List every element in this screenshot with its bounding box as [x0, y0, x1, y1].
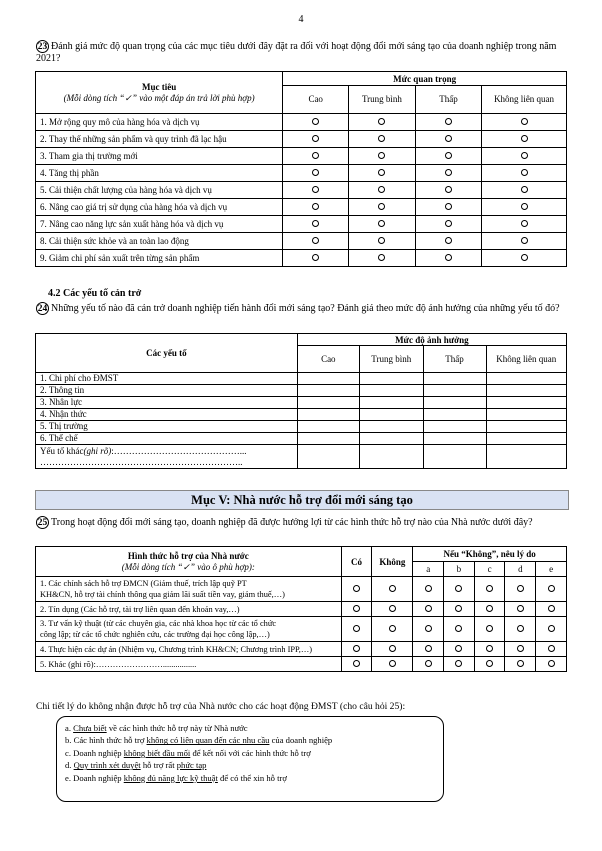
radio-circle[interactable]: [521, 118, 528, 125]
importance-option[interactable]: [349, 148, 416, 165]
radio-circle[interactable]: [378, 237, 385, 244]
reason-option[interactable]: [413, 617, 444, 642]
radio-circle[interactable]: [378, 203, 385, 210]
radio-circle[interactable]: [312, 152, 319, 159]
radio-circle[interactable]: [445, 186, 452, 193]
reasons-detail-box: [56, 716, 444, 802]
reason-option[interactable]: [505, 642, 536, 657]
radio-circle[interactable]: [353, 625, 360, 632]
reason-option[interactable]: [444, 657, 475, 672]
impact-cell[interactable]: [297, 433, 359, 445]
importance-option[interactable]: [415, 114, 481, 131]
factor-label: 4. Nhận thức: [36, 409, 298, 421]
impact-cell[interactable]: [423, 433, 486, 445]
radio-circle[interactable]: [548, 625, 555, 632]
impact-cell[interactable]: [423, 421, 486, 433]
impact-group-header: Mức độ ảnh hưởng: [297, 334, 566, 346]
radio-circle[interactable]: [389, 605, 396, 612]
reason-option[interactable]: [536, 602, 567, 617]
table-row: [36, 445, 567, 469]
reason-option[interactable]: [444, 577, 475, 602]
impact-cell[interactable]: [486, 409, 566, 421]
question-number: 25: [37, 518, 48, 528]
impact-cell[interactable]: [297, 421, 359, 433]
radio-circle[interactable]: [548, 660, 555, 667]
impact-cell[interactable]: [359, 409, 423, 421]
importance-option[interactable]: [349, 250, 416, 267]
question-number: 23: [37, 42, 48, 52]
importance-option[interactable]: [415, 199, 481, 216]
reason-code-header: d: [505, 562, 536, 577]
importance-option[interactable]: [482, 165, 567, 182]
radio-circle[interactable]: [312, 254, 319, 261]
reason-option[interactable]: [505, 602, 536, 617]
level-header: Thấp: [423, 346, 486, 373]
impact-cell[interactable]: [423, 397, 486, 409]
importance-option[interactable]: [283, 148, 349, 165]
yes-option[interactable]: [341, 617, 372, 642]
impact-cell[interactable]: [423, 409, 486, 421]
reason-d: d. Quy trình xét duyệt hỗ trợ rất phức tạp: [65, 760, 207, 771]
impact-cell[interactable]: [486, 445, 566, 469]
reason-option[interactable]: [536, 657, 567, 672]
reason-option[interactable]: [413, 602, 444, 617]
reason-option[interactable]: [474, 617, 505, 642]
table-row: [36, 131, 567, 148]
page-number: 4: [298, 14, 304, 25]
radio-circle[interactable]: [486, 645, 493, 652]
impact-cell[interactable]: [423, 373, 486, 385]
radio-circle[interactable]: [445, 237, 452, 244]
importance-option[interactable]: [283, 182, 349, 199]
reason-a: a. Chưa biết về các hình thức hỗ trợ này từ Nhà nước: [65, 723, 248, 733]
radio-circle[interactable]: [445, 203, 452, 210]
radio-circle[interactable]: [425, 605, 432, 612]
radio-circle[interactable]: [378, 186, 385, 193]
radio-circle[interactable]: [378, 118, 385, 125]
table-row: [36, 373, 567, 385]
state-support-table: [35, 546, 567, 672]
level-header: Không liên quan: [482, 86, 567, 114]
radio-circle[interactable]: [548, 645, 555, 652]
table-row: [36, 182, 567, 199]
question-text: Đánh giá mức độ quan trọng của các mục tiêu dưới đây đặt ra đối với hoạt động đổi mới sáng tạo của doanh nghiệp trong năm 2021?: [36, 40, 557, 64]
table-row: [36, 421, 567, 433]
reason-option[interactable]: [505, 577, 536, 602]
importance-option[interactable]: [349, 182, 416, 199]
no-option[interactable]: [372, 602, 413, 617]
reason-option[interactable]: [444, 617, 475, 642]
radio-circle[interactable]: [378, 254, 385, 261]
radio-circle[interactable]: [389, 645, 396, 652]
importance-option[interactable]: [415, 182, 481, 199]
radio-circle[interactable]: [517, 625, 524, 632]
reason-option[interactable]: [474, 602, 505, 617]
radio-circle[interactable]: [486, 585, 493, 592]
no-header: Không: [372, 547, 413, 577]
radio-circle[interactable]: [312, 203, 319, 210]
radio-circle[interactable]: [455, 585, 462, 592]
impact-cell[interactable]: [486, 421, 566, 433]
reason-option[interactable]: [444, 642, 475, 657]
table-row: [36, 250, 567, 267]
reason-option[interactable]: [413, 657, 444, 672]
radio-circle[interactable]: [312, 118, 319, 125]
radio-circle[interactable]: [425, 625, 432, 632]
importance-option[interactable]: [349, 216, 416, 233]
radio-circle[interactable]: [425, 645, 432, 652]
impact-cell[interactable]: [486, 373, 566, 385]
support-form-label: 4. Thực hiện các dự án (Nhiệm vụ, Chương trình KH&CN; Chương trình IPP,…): [36, 642, 342, 657]
factor-label: 1. Chi phí cho ĐMST: [36, 373, 298, 385]
radio-circle[interactable]: [378, 135, 385, 142]
no-option[interactable]: [372, 577, 413, 602]
importance-option[interactable]: [415, 216, 481, 233]
importance-option[interactable]: [283, 250, 349, 267]
importance-option[interactable]: [349, 233, 416, 250]
reason-option[interactable]: [505, 617, 536, 642]
factor-label: 5. Thị trường: [36, 421, 298, 433]
table-row: [36, 216, 567, 233]
radio-circle[interactable]: [353, 585, 360, 592]
level-header: Trung bình: [349, 86, 416, 114]
yes-option[interactable]: [341, 642, 372, 657]
section-5-title: Mục V: Nhà nước hỗ trợ đổi mới sáng tạo: [35, 490, 569, 510]
reasons-intro: Chi tiết lý do không nhận được hỗ trợ của Nhà nước cho các hoạt động ĐMST (cho câu hỏi 25):: [36, 701, 406, 712]
radio-circle[interactable]: [521, 152, 528, 159]
impact-cell[interactable]: [297, 373, 359, 385]
importance-option[interactable]: [415, 233, 481, 250]
radio-circle[interactable]: [312, 169, 319, 176]
objective-label: 9. Giảm chi phí sản xuất trên từng sản phẩm: [36, 250, 283, 267]
radio-circle[interactable]: [445, 152, 452, 159]
objectives-table: [35, 71, 567, 267]
radio-circle[interactable]: [378, 152, 385, 159]
radio-circle[interactable]: [425, 585, 432, 592]
question-number: 24: [37, 304, 48, 314]
reason-option[interactable]: [474, 642, 505, 657]
impact-cell[interactable]: [297, 445, 359, 469]
importance-option[interactable]: [283, 131, 349, 148]
radio-circle[interactable]: [455, 660, 462, 667]
importance-option[interactable]: [349, 199, 416, 216]
impact-cell[interactable]: [297, 409, 359, 421]
importance-option[interactable]: [283, 199, 349, 216]
radio-circle[interactable]: [312, 237, 319, 244]
table-row: [36, 642, 567, 657]
radio-circle[interactable]: [455, 625, 462, 632]
level-header: Cao: [283, 86, 349, 114]
importance-option[interactable]: [415, 165, 481, 182]
radio-circle[interactable]: [445, 135, 452, 142]
radio-circle[interactable]: [425, 660, 432, 667]
importance-option[interactable]: [482, 114, 567, 131]
importance-option[interactable]: [482, 148, 567, 165]
importance-option[interactable]: [415, 131, 481, 148]
yes-header: Có: [341, 547, 372, 577]
impact-cell[interactable]: [359, 433, 423, 445]
objective-label: 1. Mở rộng quy mô của hàng hóa và dịch vụ: [36, 114, 283, 131]
reason-option[interactable]: [536, 577, 567, 602]
radio-circle[interactable]: [445, 220, 452, 227]
level-header: Thấp: [415, 86, 481, 114]
radio-circle[interactable]: [517, 585, 524, 592]
radio-circle[interactable]: [486, 625, 493, 632]
radio-circle[interactable]: [486, 605, 493, 612]
question-text: Trong hoạt động đổi mới sáng tạo, doanh nghiệp đã được hưởng lợi từ các hình thức hỗ trợ nào của Nhà nước dưới đây?: [51, 516, 533, 528]
importance-option[interactable]: [482, 131, 567, 148]
reason-group-header: Nếu “Không”, nêu lý do: [413, 547, 567, 562]
radio-circle[interactable]: [521, 186, 528, 193]
support-form-label: 5. Khác (ghi rõ):……………………................: [36, 657, 342, 672]
factor-label: 6. Thể chế: [36, 433, 298, 445]
radio-circle[interactable]: [312, 135, 319, 142]
importance-option[interactable]: [283, 233, 349, 250]
radio-circle[interactable]: [312, 220, 319, 227]
radio-circle[interactable]: [353, 660, 360, 667]
support-form-header: Hình thức hỗ trợ của Nhà nước (Mỗi dòng tích “✓” vào ô phù hợp):: [36, 547, 342, 577]
importance-option[interactable]: [349, 114, 416, 131]
reason-option[interactable]: [474, 657, 505, 672]
importance-option[interactable]: [482, 233, 567, 250]
importance-option[interactable]: [482, 216, 567, 233]
importance-option[interactable]: [283, 165, 349, 182]
radio-circle[interactable]: [455, 645, 462, 652]
level-header: Trung bình: [359, 346, 423, 373]
radio-circle[interactable]: [548, 585, 555, 592]
factor-label: 3. Nhân lực: [36, 397, 298, 409]
objective-label: 8. Cải thiện sức khỏe và an toàn lao động: [36, 233, 283, 250]
radio-circle[interactable]: [353, 645, 360, 652]
impact-cell[interactable]: [359, 445, 423, 469]
table-row: [36, 148, 567, 165]
objective-label: 7. Nâng cao năng lực sản xuất hàng hóa và dịch vụ: [36, 216, 283, 233]
objective-label: 4. Tăng thị phần: [36, 165, 283, 182]
objective-label: 2. Thay thế những sản phẩm và quy trình đã lạc hậu: [36, 131, 283, 148]
radio-circle[interactable]: [517, 660, 524, 667]
factor-label: 2. Thông tin: [36, 385, 298, 397]
reason-code-header: b: [444, 562, 475, 577]
objective-label: 5. Cải thiện chất lượng của hàng hóa và dịch vụ: [36, 182, 283, 199]
reason-code-header: e: [536, 562, 567, 577]
impact-cell[interactable]: [423, 445, 486, 469]
no-option[interactable]: [372, 617, 413, 642]
table-row: [36, 165, 567, 182]
other-factor-field[interactable]: Yếu tố khác(ghi rõ):……………………………………... …………………………………………………………..: [36, 445, 298, 469]
yes-option[interactable]: [341, 657, 372, 672]
impact-cell[interactable]: [423, 385, 486, 397]
table-row: [36, 433, 567, 445]
reason-option[interactable]: [474, 577, 505, 602]
yes-option[interactable]: [341, 577, 372, 602]
radio-circle[interactable]: [353, 605, 360, 612]
table-row: [36, 409, 567, 421]
subsection-4-2: 4.2 Các yếu tố cản trở: [48, 288, 142, 299]
table-row: [36, 397, 567, 409]
impact-cell[interactable]: [359, 421, 423, 433]
radio-circle[interactable]: [312, 186, 319, 193]
radio-circle[interactable]: [389, 625, 396, 632]
radio-circle[interactable]: [521, 135, 528, 142]
level-header: Không liên quan: [486, 346, 566, 373]
radio-circle[interactable]: [517, 645, 524, 652]
level-header: Cao: [297, 346, 359, 373]
objective-label: 6. Nâng cao giá trị sử dụng của hàng hóa và dịch vụ: [36, 199, 283, 216]
radio-circle[interactable]: [521, 220, 528, 227]
question-23: [36, 40, 566, 65]
importance-option[interactable]: [283, 216, 349, 233]
importance-option[interactable]: [349, 165, 416, 182]
radio-circle[interactable]: [445, 169, 452, 176]
table-row: [36, 233, 567, 250]
importance-option[interactable]: [482, 182, 567, 199]
importance-option[interactable]: [349, 131, 416, 148]
importance-option[interactable]: [283, 114, 349, 131]
importance-group-header: Mức quan trọng: [283, 72, 567, 86]
radio-circle[interactable]: [517, 605, 524, 612]
radio-circle[interactable]: [389, 660, 396, 667]
importance-option[interactable]: [482, 199, 567, 216]
yes-option[interactable]: [341, 602, 372, 617]
impact-cell[interactable]: [297, 385, 359, 397]
no-option[interactable]: [372, 657, 413, 672]
support-form-label: 3. Tư vấn kỹ thuật (từ các chuyên gia, các nhà khoa học từ các tổ chức công lập; từ các tổ chức nghiên cứu, các trường đại học công lập,…): [36, 617, 342, 642]
radio-circle[interactable]: [445, 254, 452, 261]
reason-c: c. Doanh nghiệp không biết đầu mối để kết nối với các hình thức hỗ trợ: [65, 747, 311, 758]
importance-option[interactable]: [415, 148, 481, 165]
radio-circle[interactable]: [445, 118, 452, 125]
radio-circle[interactable]: [521, 169, 528, 176]
radio-circle[interactable]: [378, 169, 385, 176]
radio-circle[interactable]: [455, 605, 462, 612]
importance-option[interactable]: [415, 250, 481, 267]
support-form-label: 1. Các chính sách hỗ trợ ĐMCN (Giảm thuế, trích lập quỹ PT KH&CN, hỗ trợ tài chính thông qua giảm lãi suất tiền vay, giảm thuế,…): [36, 577, 342, 602]
radio-circle[interactable]: [389, 585, 396, 592]
reason-option[interactable]: [536, 617, 567, 642]
barriers-table: [35, 333, 567, 469]
radio-circle[interactable]: [378, 220, 385, 227]
radio-circle[interactable]: [486, 660, 493, 667]
table-row: [36, 617, 567, 642]
impact-cell[interactable]: [359, 373, 423, 385]
reason-option[interactable]: [444, 602, 475, 617]
question-25: [36, 516, 566, 529]
reason-option[interactable]: [413, 642, 444, 657]
importance-option[interactable]: [482, 250, 567, 267]
table-row: [36, 657, 567, 672]
radio-circle[interactable]: [548, 605, 555, 612]
table-row: [36, 385, 567, 397]
impact-cell[interactable]: [359, 397, 423, 409]
table-row: [36, 199, 567, 216]
factors-header: Các yếu tố: [36, 334, 298, 373]
impact-cell[interactable]: [486, 397, 566, 409]
impact-cell[interactable]: [297, 397, 359, 409]
reason-option[interactable]: [536, 642, 567, 657]
table-row: [36, 602, 567, 617]
impact-cell[interactable]: [486, 385, 566, 397]
objective-header: Mục tiêu (Mỗi dòng tích “✓” vào một đáp án trả lời phù hợp): [36, 72, 283, 114]
radio-circle[interactable]: [521, 203, 528, 210]
reason-option[interactable]: [413, 577, 444, 602]
table-row: [36, 114, 567, 131]
impact-cell[interactable]: [486, 433, 566, 445]
support-form-label: 2. Tín dụng (Các hỗ trợ, tài trợ liên quan đến khoản vay,…): [36, 602, 342, 617]
question-text: Những yếu tố nào đã cản trở doanh nghiệp tiến hành đổi mới sáng tạo? Đánh giá theo mức độ ảnh hưởng của những yếu tố đó?: [51, 302, 560, 314]
reason-code-header: c: [474, 562, 505, 577]
no-option[interactable]: [372, 642, 413, 657]
table-row: [36, 577, 567, 602]
reason-b: b. Các hình thức hỗ trợ không có liên quan đến các nhu cầu của doanh nghiệp: [65, 735, 333, 746]
reason-e: e. Doanh nghiệp không đủ năng lực kỹ thuật để có thể xin hỗ trợ: [65, 772, 287, 783]
radio-circle[interactable]: [521, 237, 528, 244]
reason-code-header: a: [413, 562, 444, 577]
reason-option[interactable]: [505, 657, 536, 672]
question-24: [36, 302, 566, 315]
impact-cell[interactable]: [359, 385, 423, 397]
radio-circle[interactable]: [521, 254, 528, 261]
objective-label: 3. Tham gia thị trường mới: [36, 148, 283, 165]
